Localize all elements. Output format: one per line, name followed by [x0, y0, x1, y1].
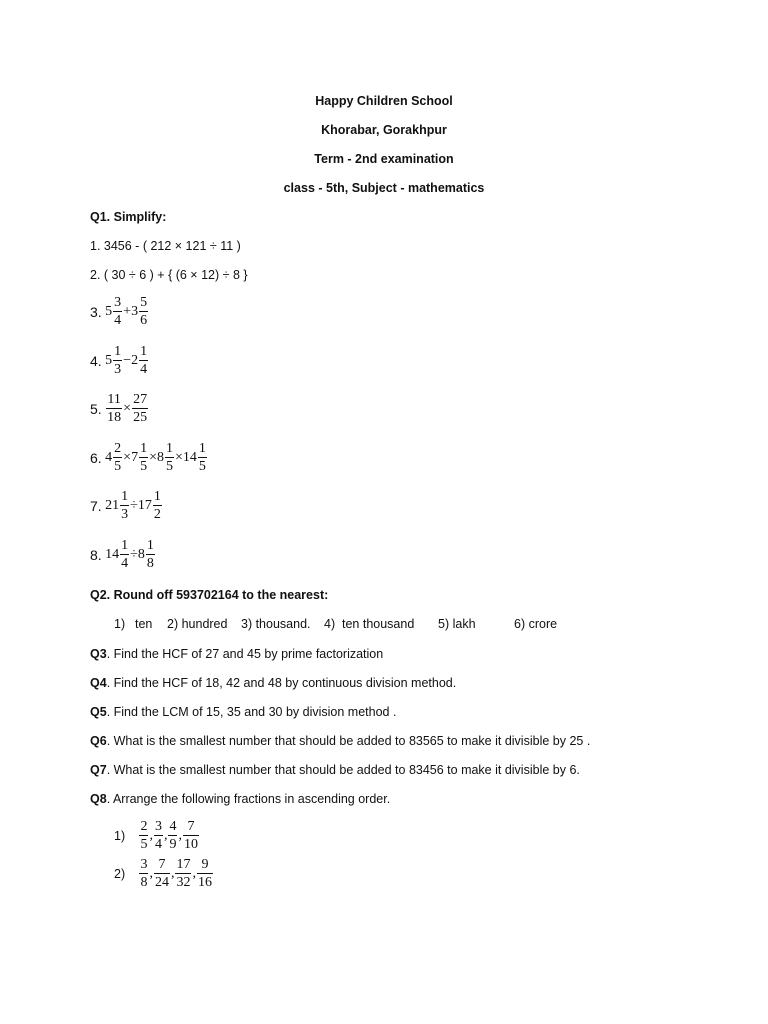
whole: 14 [105, 547, 120, 562]
item-number: 3. [90, 304, 102, 320]
q5-text: . Find the LCM of 15, 35 and 30 by division method . [106, 705, 397, 719]
separator: , [149, 828, 153, 843]
fraction: $\frac{1}{3}$ [121, 489, 129, 522]
exam-term: Term - 2nd examination [314, 152, 454, 166]
item-number: 2) [114, 867, 126, 881]
operator: × [123, 401, 132, 416]
fraction: $\frac{7}{24}$ [154, 857, 169, 890]
q8-text: . Arrange the following fractions in ascending order. [106, 792, 391, 806]
q6-label: Q6 [90, 734, 107, 748]
q8-set-1 [114, 820, 200, 852]
q4-label: Q4 [90, 676, 107, 690]
q1-part-2: 2. ( 30 ÷ 6 ) + { (6 × 12) ÷ 8 } [90, 268, 248, 282]
q2-option: 2) hundred [167, 617, 228, 631]
q1-part-5 [90, 393, 149, 425]
q1-title: Q1. Simplify: [90, 210, 167, 224]
fraction: $\frac{2}{5}$ [140, 819, 148, 852]
q3-text: . Find the HCF of 27 and 45 by prime factorization [106, 647, 384, 661]
q1-part-1: 1. 3456 - ( 212 × 121 ÷ 11 ) [90, 239, 241, 253]
item-number: 8. [90, 547, 102, 563]
q2-options [0, 617, 768, 635]
fraction: $\frac{11}{18}$ [107, 392, 122, 425]
whole: 2 [131, 353, 139, 368]
fraction: $\frac{3}{4}$ [154, 819, 162, 852]
q2-option: 3) thousand. [241, 617, 311, 631]
q1-part-3 [90, 296, 149, 328]
fraction: $\frac{4}{9}$ [169, 819, 177, 852]
q3 [90, 647, 383, 661]
whole: 17 [137, 498, 152, 513]
operator: ÷ [130, 498, 138, 513]
fraction: $\frac{17}{32}$ [176, 857, 191, 890]
separator: , [170, 866, 175, 881]
whole: 5 [105, 304, 113, 319]
q2-title: Q2. Round off 593702164 to the nearest: [90, 588, 329, 602]
whole: 4 [105, 450, 113, 465]
class-subject: class - 5th, Subject - mathematics [283, 181, 485, 195]
whole: 5 [105, 353, 113, 368]
separator: , [163, 828, 168, 843]
fraction: $\frac{1}{5}$ [165, 441, 173, 474]
operator: ÷ [130, 547, 138, 562]
fraction: $\frac{1}{4}$ [140, 344, 148, 377]
q1-part-8 [90, 539, 156, 571]
whole: 21 [105, 498, 120, 513]
fraction: $\frac{3}{4}$ [114, 295, 122, 328]
operator: + [123, 304, 132, 319]
q3-label: Q3 [90, 647, 107, 661]
whole: 7 [131, 450, 139, 465]
item-number: 5. [90, 401, 102, 417]
fraction: $\frac{2}{5}$ [114, 441, 122, 474]
q8-set-2 [114, 858, 214, 890]
item-number: 6. [90, 450, 102, 466]
operator: × [174, 450, 183, 465]
q2-option-number: 1) [114, 617, 126, 631]
q4-text: . Find the HCF of 18, 42 and 48 by continuous division method. [106, 676, 457, 690]
fraction: $\frac{1}{2}$ [153, 489, 161, 522]
whole: 8 [137, 547, 145, 562]
school-name: Happy Children School [315, 94, 453, 108]
fraction: $\frac{7}{10}$ [183, 819, 198, 852]
fraction: $\frac{27}{25}$ [133, 392, 148, 425]
item-number: 1) [114, 829, 126, 843]
q7-text: . What is the smallest number that should be added to 83456 to make it divisible by 6. [106, 763, 580, 777]
q1-part-7 [90, 490, 163, 522]
q5 [90, 705, 396, 719]
operator: × [123, 450, 132, 465]
fraction: $\frac{1}{3}$ [114, 344, 122, 377]
q2-option-number: 4) [324, 617, 336, 631]
q8-label: Q8 [90, 792, 107, 806]
fraction: $\frac{1}{5}$ [140, 441, 148, 474]
operator: × [149, 450, 157, 465]
q7 [90, 763, 580, 777]
whole: 3 [131, 304, 139, 319]
fraction: $\frac{3}{8}$ [140, 857, 148, 890]
q1-part-4 [90, 345, 149, 377]
fraction: $\frac{5}{6}$ [140, 295, 148, 328]
fraction: $\frac{1}{5}$ [198, 441, 206, 474]
q2-option: ten thousand [342, 617, 415, 631]
q5-label: Q5 [90, 705, 107, 719]
q4 [90, 676, 456, 690]
q8 [90, 792, 390, 806]
fraction: $\frac{9}{16}$ [197, 857, 212, 890]
separator: , [178, 828, 182, 843]
q1-part-6 [90, 442, 208, 474]
separator: , [192, 866, 196, 881]
q2-option: ten [135, 617, 153, 631]
separator: , [149, 866, 153, 881]
item-number: 4. [90, 353, 102, 369]
q2-option: 6) crore [514, 617, 558, 631]
fraction: $\frac{1}{4}$ [121, 538, 129, 571]
q2-option: 5) lakh [438, 617, 476, 631]
q6-text: . What is the smallest number that should be added to 83565 to make it divisible by 25 . [106, 734, 591, 748]
item-number: 7. [90, 498, 102, 514]
q6 [90, 734, 590, 748]
operator: − [123, 353, 132, 368]
q7-label: Q7 [90, 763, 107, 777]
whole: 14 [182, 450, 197, 465]
whole: 8 [156, 450, 164, 465]
fraction: $\frac{1}{8}$ [146, 538, 154, 571]
school-location: Khorabar, Gorakhpur [321, 123, 447, 137]
